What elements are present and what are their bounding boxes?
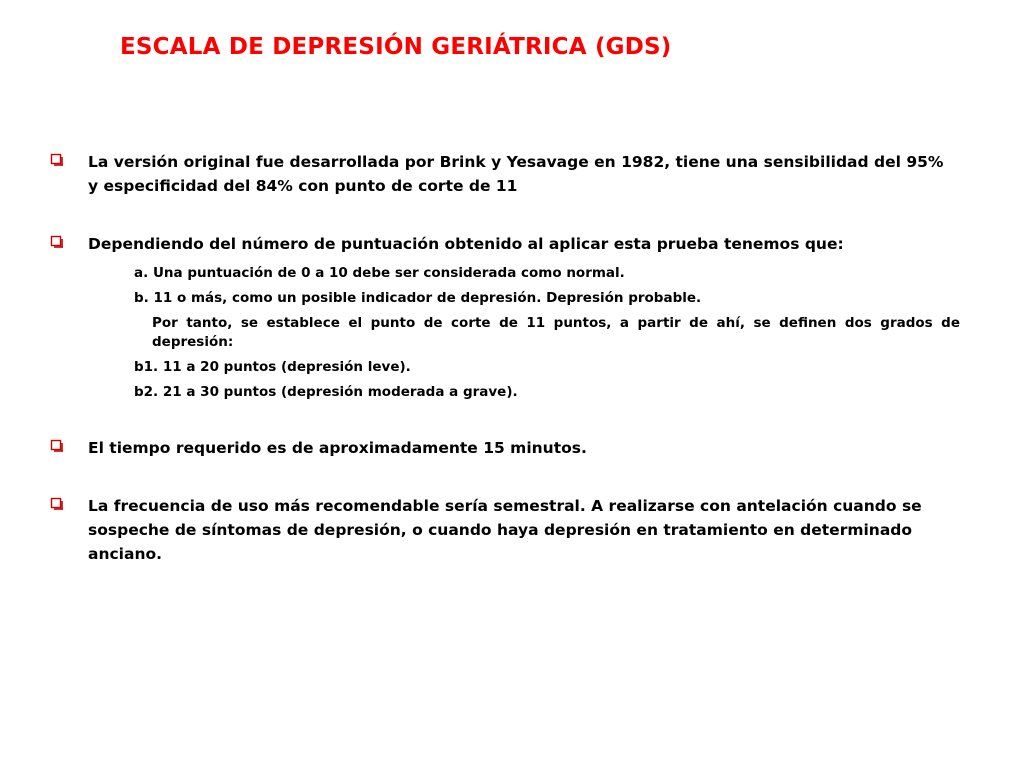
bullet-text: Dependiendo del número de puntuación obtenido al aplicar esta prueba tenemos que: [88,235,844,253]
checkbox-bullet-icon [50,439,64,453]
checkbox-bullet-icon [50,497,64,511]
sub-item-note: Por tanto, se establece el punto de corte de 11 puntos, a partir de ahí, se definen dos grados de depresión: [152,315,960,350]
bullet-text: La frecuencia de uso más recomendable sería semestral. A realizarse con antelación cuando se sospeche de síntomas de depresión, o cuando haya depresión en tratamiento en determinado anciano. [88,497,922,563]
checkbox-bullet-icon [50,235,64,249]
bullet-item [50,436,970,460]
sub-item: a. Una puntuación de 0 a 10 debe ser considerada como normal. [134,265,625,281]
sub-item: b. 11 o más, como un posible indicador de depresión. Depresión probable. [134,290,702,306]
bullet-text: La versión original fue desarrollada por Brink y Yesavage en 1982, tiene una sensibilidad del 95% y especificidad del 84% con punto de corte de 11 [88,153,944,195]
checkbox-bullet-icon [50,153,64,167]
slide-title: ESCALA DE DEPRESIÓN GERIÁTRICA (GDS) [120,34,672,60]
bullet-item [50,494,970,566]
bullet-item [50,150,970,198]
bullet-item [50,232,970,256]
bullet-text: El tiempo requerido es de aproximadamente 15 minutos. [88,439,587,457]
sub-item: b1. 11 a 20 puntos (depresión leve). [134,359,411,375]
sub-item: b2. 21 a 30 puntos (depresión moderada a grave). [134,384,518,400]
